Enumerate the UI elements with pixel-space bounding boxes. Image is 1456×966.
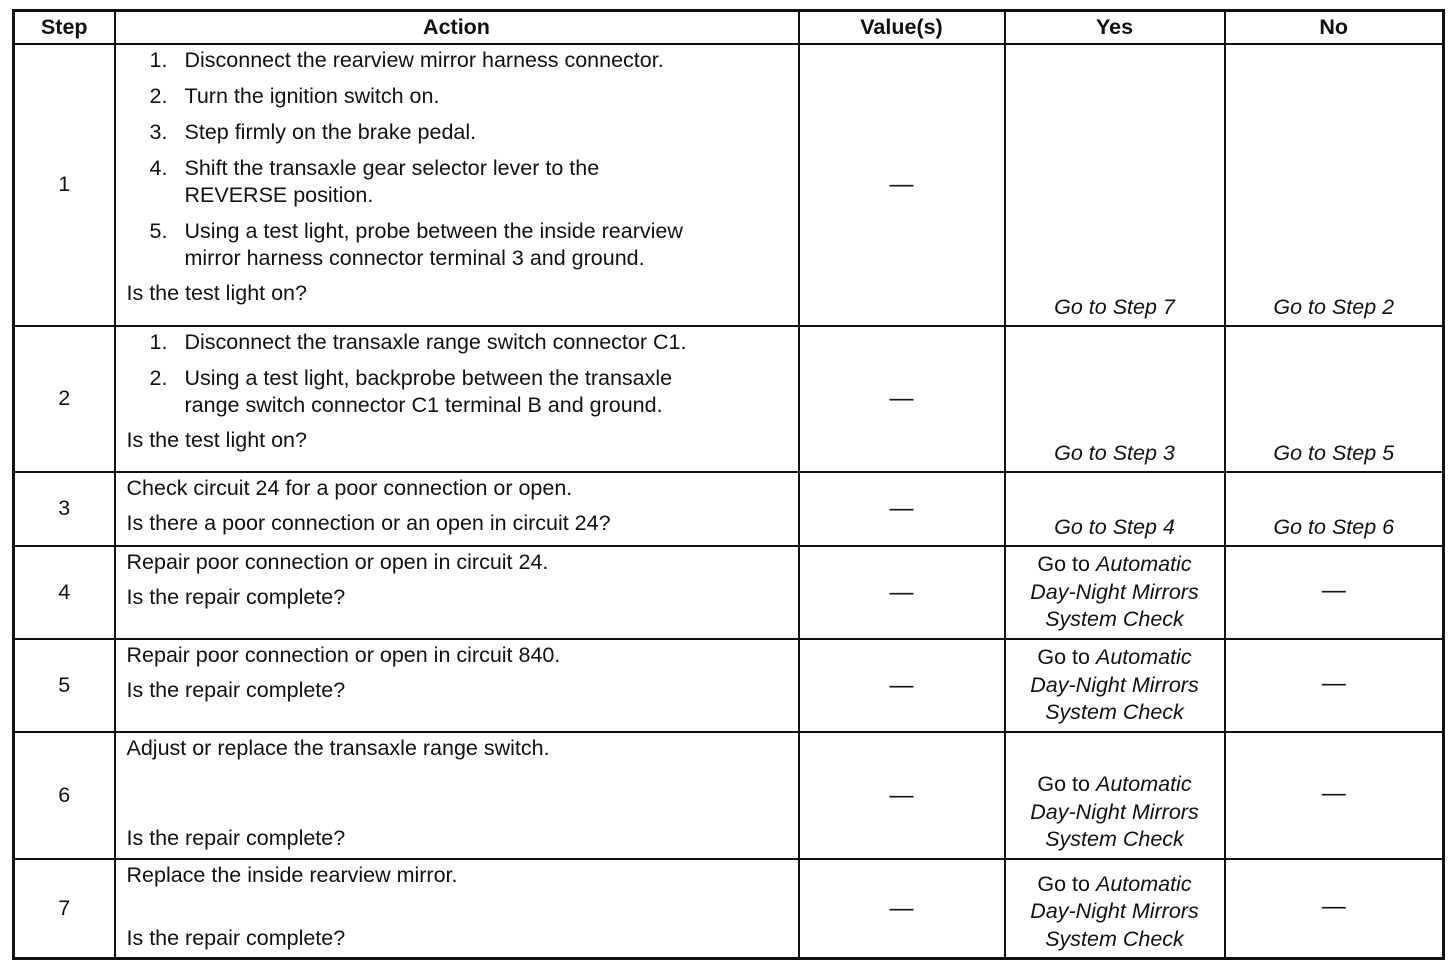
action-text: Replace the inside rearview mirror. <box>126 862 458 887</box>
no-cell: Go to Step 5 <box>1225 326 1444 472</box>
yes-cell: Go to Automatic Day-Night Mirrors System Check <box>1005 732 1225 859</box>
no-cell: — <box>1225 732 1444 859</box>
table-row <box>14 732 1444 859</box>
step-number: 6 <box>14 732 115 859</box>
value-cell: — <box>799 326 1005 472</box>
table-row <box>14 639 1444 732</box>
header-no: No <box>1225 11 1444 44</box>
substep: 3. Step firmly on the brake pedal. <box>149 119 477 144</box>
yes-cell: Go to Step 3 <box>1005 326 1225 472</box>
question-text: Is the repair complete? <box>126 825 346 850</box>
no-cell: — <box>1225 859 1444 959</box>
substep: 1. Disconnect the rearview mirror harness connector. <box>149 47 664 72</box>
action-cell <box>115 546 799 639</box>
action-cell <box>115 859 799 959</box>
substep: 2. Using a test light, backprobe between the transaxle range switch connector C1 terminal B and ground. <box>149 365 673 417</box>
no-cell: — <box>1225 639 1444 732</box>
substep: 2. Turn the ignition switch on. <box>149 83 440 108</box>
no-cell: Go to Step 2 <box>1225 44 1444 326</box>
substep: 1. Disconnect the transaxle range switch connector C1. <box>149 329 687 354</box>
substep-list <box>127 329 788 419</box>
action-text: Repair poor connection or open in circuit 840. <box>126 642 561 667</box>
table-row <box>14 472 1444 546</box>
action-text: Adjust or replace the transaxle range switch. <box>126 735 550 760</box>
action-cell <box>115 326 799 472</box>
table-row <box>14 44 1444 326</box>
question-text: Is the repair complete? <box>126 677 346 702</box>
no-cell: Go to Step 6 <box>1225 472 1444 546</box>
value-cell: — <box>799 472 1005 546</box>
value-cell: — <box>799 44 1005 326</box>
value-cell: — <box>799 639 1005 732</box>
table-row <box>14 326 1444 472</box>
no-cell: — <box>1225 546 1444 639</box>
action-text: Check circuit 24 for a poor connection or open. <box>126 475 573 500</box>
diagnostic-table <box>12 9 1445 960</box>
question-text: Is the repair complete? <box>126 925 346 950</box>
step-number: 3 <box>14 472 115 546</box>
yes-cell: Go to Step 4 <box>1005 472 1225 546</box>
action-text: Repair poor connection or open in circuit 24. <box>126 549 549 574</box>
yes-cell: Go to Automatic Day-Night Mirrors System Check <box>1005 859 1225 959</box>
step-number: 2 <box>14 326 115 472</box>
header-row <box>14 11 1444 44</box>
table-row <box>14 859 1444 959</box>
step-number: 4 <box>14 546 115 639</box>
question-text: Is the test light on? <box>126 427 307 452</box>
value-cell: — <box>799 859 1005 959</box>
value-cell: — <box>799 546 1005 639</box>
header-yes: Yes <box>1005 11 1225 44</box>
table-row <box>14 546 1444 639</box>
step-number: 1 <box>14 44 115 326</box>
action-cell <box>115 639 799 732</box>
value-cell: — <box>799 732 1005 859</box>
yes-cell: Go to Automatic Day-Night Mirrors System Check <box>1005 546 1225 639</box>
substep-list <box>127 47 788 272</box>
yes-cell: Go to Step 7 <box>1005 44 1225 326</box>
question-text: Is the test light on? <box>126 280 307 305</box>
header-values: Value(s) <box>799 11 1005 44</box>
substep: 4. Shift the transaxle gear selector lever to the REVERSE position. <box>149 155 600 207</box>
yes-cell: Go to Automatic Day-Night Mirrors System Check <box>1005 639 1225 732</box>
header-action: Action <box>115 11 799 44</box>
step-number: 5 <box>14 639 115 732</box>
action-cell <box>115 44 799 326</box>
step-number: 7 <box>14 859 115 959</box>
header-step: Step <box>14 11 115 44</box>
action-cell <box>115 732 799 859</box>
question-text: Is there a poor connection or an open in circuit 24? <box>126 510 611 535</box>
question-text: Is the repair complete? <box>126 584 346 609</box>
action-cell <box>115 472 799 546</box>
substep: 5. Using a test light, probe between the inside rearview mirror harness connector terminal 3 and ground. <box>149 218 683 270</box>
